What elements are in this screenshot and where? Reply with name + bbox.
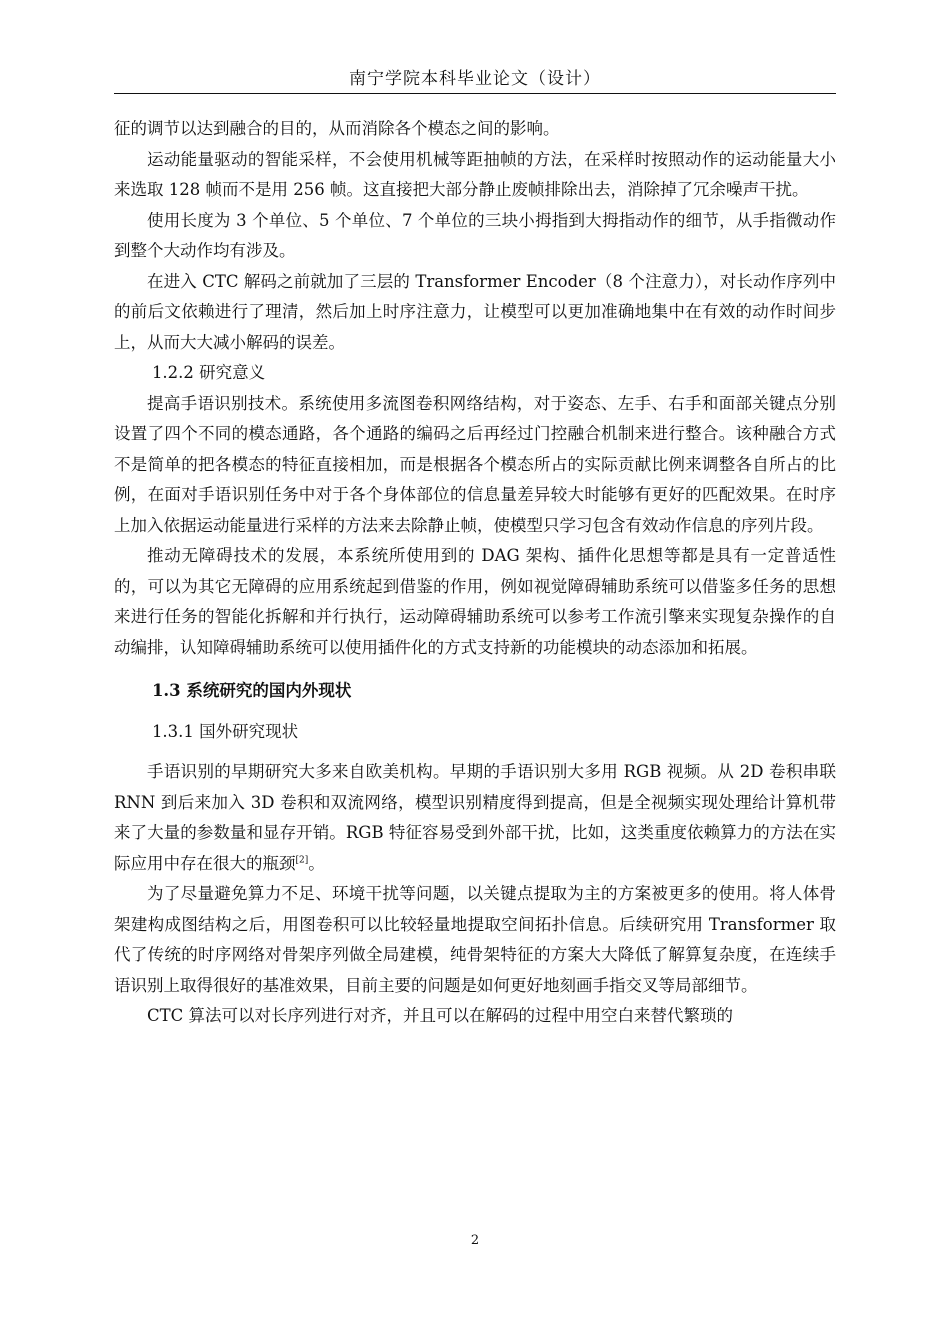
paragraph-early-research-text: 手语识别的早期研究大多来自欧美机构。早期的手语识别大多用 RGB 视频。从 2D 卷积串联 RNN 到后来加入 3D 卷积和双流网络，模型识别精度得到提高，但是全视频实现处理给计算机带来了大量的参数量和显存开销。RGB 特征容易受到外部干扰，比如，这类重度依赖算力的方法在实际应用中存在很大的瓶颈	[114, 762, 836, 873]
header-rule	[114, 93, 836, 94]
page-number: 2	[470, 1233, 480, 1248]
paragraph-ctc: CTC 算法可以对长序列进行对齐，并且可以在解码的过程中用空白来替代繁琐的	[147, 1006, 733, 1025]
paragraph-keypoint-methods: 为了尽量避免算力不足、环境干扰等问题，以关键点提取为主的方案被更多的使用。将人体骨架建构成图结构之后，用图卷积可以比较轻量地提取空间拓扑信息。后续研究用 Transformer 取代了传统的时序网络对骨架序列做全局建模，纯骨架特征的方案大大降低了解算复杂度，在连续手语识别上取得很好的基准效果，目前主要的问题是如何更好地刻画手指交叉等局部细节。	[114, 884, 836, 995]
paragraph-accessibility: 推动无障碍技术的发展，本系统所使用到的 DAG 架构、插件化思想等都是具有一定普适性的，可以为其它无障碍的应用系统起到借鉴的作用，例如视觉障碍辅助系统可以借鉴多任务的思想来进行任务的智能化拆解和并行执行，运动障碍辅助系统可以参考工作流引擎来实现复杂操作的自动编排，认知障碍辅助系统可以使用插件化的方式支持新的功能模块的动态添加和拓展。	[114, 546, 836, 657]
paragraph-early-research	[114, 757, 836, 879]
paragraph-motion-energy-sampling: 运动能量驱动的智能采样，不会使用机械等距抽帧的方法，在采样时按照动作的运动能量大小来选取 128 帧而不是用 256 帧。这直接把大部分静止废帧排除出去，消除掉了冗余噪声干扰。	[114, 149, 836, 199]
subheading-research-significance: 1.2.2 研究意义	[151, 363, 266, 382]
paragraph-continuation: 征的调节以达到融合的目的，从而消除各个模态之间的影响。	[114, 119, 560, 138]
paragraph-improve-recognition: 提高手语识别技术。系统使用多流图卷积网络结构，对于姿态、左手、右手和面部关键点分别设置了四个不同的模态通路，各个通路的编码之后再经过门控融合机制来进行整合。该种融合方式不是简单的把各模态的特征直接相加，而是根据各个模态所占的实际贡献比例来调整各自所占的比例，在面对手语识别任务中对于各个身体部位的信息量差异较大时能够有更好的匹配效果。在时序上加入依据运动能量进行采样的方法来去除静止帧，使模型只学习包含有效动作信息的序列片段。	[114, 393, 836, 535]
running-header: 南宁学院本科毕业论文（设计）	[349, 69, 601, 89]
page-body	[114, 114, 836, 1032]
subsection-heading-foreign-research: 1.3.1 国外研究现状	[151, 721, 299, 741]
paragraph-multi-scale-kernels: 使用长度为 3 个单位、5 个单位、7 个单位的三块小拇指到大拇指动作的细节，从手指微动作到整个大动作均有涉及。	[114, 210, 836, 260]
section-heading-research-status: 1.3 系统研究的国内外现状	[151, 681, 352, 700]
paragraph-transformer-encoder: 在进入 CTC 解码之前就加了三层的 Transformer Encoder（8 个注意力），对长动作序列中的前后文依赖进行了理清，然后加上时序注意力，让模型可以更加准确地集中在有效的动作时间步上，从而大大减小解码的误差。	[114, 271, 836, 352]
paragraph-early-research-end: 。	[308, 853, 325, 873]
citation-2: [2]	[295, 855, 309, 865]
